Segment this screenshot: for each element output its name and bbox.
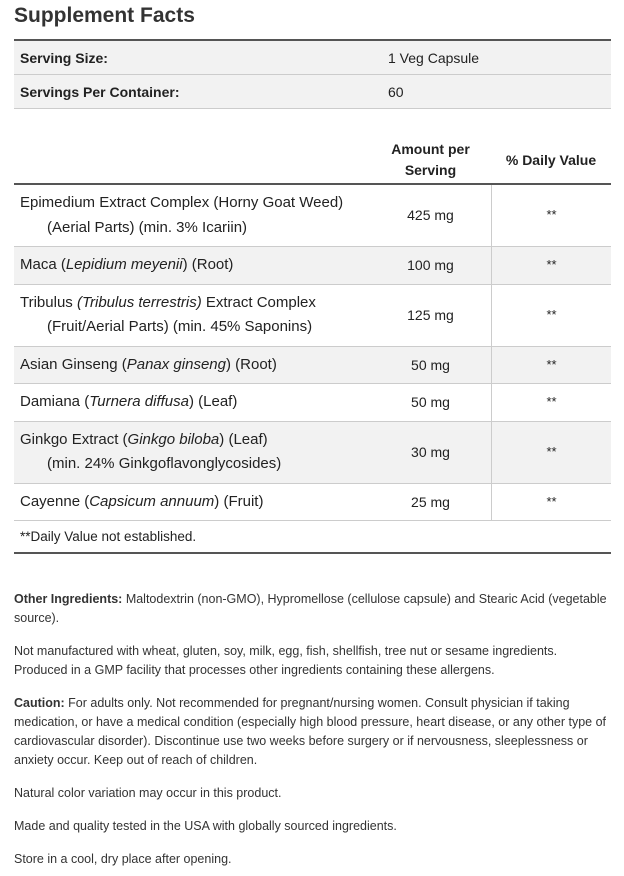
table-row xyxy=(14,185,611,247)
servings-per-container-label: Servings Per Container: xyxy=(20,83,180,100)
serving-size-value: 1 Veg Capsule xyxy=(388,49,480,66)
table-row xyxy=(14,484,611,522)
ingredient-amount: 125 mg xyxy=(407,306,454,323)
ingredient-daily-value: ** xyxy=(491,484,611,521)
table-row xyxy=(14,347,611,385)
ingredient-detail: (Fruit/Aerial Parts) (min. 45% Saponins) xyxy=(47,318,313,335)
caution-statement: Caution: For adults only. Not recommended for pregnant/nursing women. Consult physician if taking medication, or have a medical condition (especially high blood pressure, heart disease, or any other type of cardiovascular disorder). Discontinue use two weeks before surgery or if nervousness, sleeplessness or anxiety occur. Keep out of reach of children. xyxy=(14,696,607,767)
ingredient-amount: 50 mg xyxy=(411,394,450,410)
ingredient-amount: 25 mg xyxy=(411,493,450,510)
footnote: **Daily Value not established. xyxy=(14,521,611,554)
ingredient-daily-value: ** xyxy=(491,285,611,346)
ingredient-amount: 30 mg xyxy=(411,443,450,460)
ingredient-amount: 425 mg xyxy=(407,207,454,224)
table-row xyxy=(14,384,611,422)
table-header xyxy=(14,137,611,185)
ingredient-daily-value: ** xyxy=(491,247,611,284)
ingredient-name: Asian Ginseng (Panax ginseng) (Root) xyxy=(20,355,277,373)
ingredient-name: Maca (Lepidium meyenii) (Root) xyxy=(20,256,234,273)
serving-size-row xyxy=(14,41,611,75)
ingredient-daily-value: ** xyxy=(491,422,611,483)
supplement-facts-table xyxy=(14,39,611,554)
servings-per-container-row xyxy=(14,75,611,109)
ingredient-daily-value: ** xyxy=(491,384,611,421)
ingredient-amount: 50 mg xyxy=(411,356,450,373)
serving-size-label: Serving Size: xyxy=(20,49,108,66)
amount-per-serving-header: Amount per Serving xyxy=(391,141,470,178)
ingredient-amount: 100 mg xyxy=(407,257,454,273)
other-ingredients: Other Ingredients: Maltodextrin (non-GMO), Hypromellose (cellulose capsule) and Stearic Acid (vegetable source). xyxy=(14,592,607,625)
ingredient-name: Ginkgo Extract (Ginkgo biloba) (Leaf) (min. 24% Ginkgoflavonglycosides) xyxy=(14,422,370,483)
ingredient-name: Cayenne (Capsicum annuum) (Fruit) xyxy=(20,492,264,510)
ingredient-detail: (Aerial Parts) (min. 3% Icariin) xyxy=(47,218,248,236)
table-row xyxy=(14,247,611,285)
table-row xyxy=(14,285,611,347)
allergen-statement: Not manufactured with wheat, gluten, soy, milk, egg, fish, shellfish, tree nut or sesame ingredients. Produced in a GMP facility that processes other ingredients containing these allergens. xyxy=(14,644,558,677)
ingredient-detail: (min. 24% Ginkgoflavonglycosides) xyxy=(47,455,282,472)
ingredient-name: Epimedium Extract Complex (Horny Goat Weed) (Aerial Parts) (min. 3% Icariin) xyxy=(14,185,370,246)
storage-note: Store in a cool, dry place after opening. xyxy=(14,852,232,866)
daily-value-header: % Daily Value xyxy=(505,152,597,168)
notes-section xyxy=(14,590,614,876)
ingredient-name: Damiana (Turnera diffusa) (Leaf) xyxy=(20,393,238,410)
made-in-usa-note: Made and quality tested in the USA with globally sourced ingredients. xyxy=(14,819,397,833)
ingredient-rows xyxy=(14,185,611,521)
ingredient-name: Tribulus (Tribulus terrestris) Extract Complex (Fruit/Aerial Parts) (min. 45% Saponins) xyxy=(14,285,370,346)
ingredient-daily-value: ** xyxy=(491,347,611,384)
color-variation-note: Natural color variation may occur in this product. xyxy=(14,786,282,800)
servings-per-container-value: 60 xyxy=(388,83,404,100)
ingredient-daily-value: ** xyxy=(491,185,611,246)
page-title: Supplement Facts xyxy=(14,4,195,27)
table-row xyxy=(14,422,611,484)
